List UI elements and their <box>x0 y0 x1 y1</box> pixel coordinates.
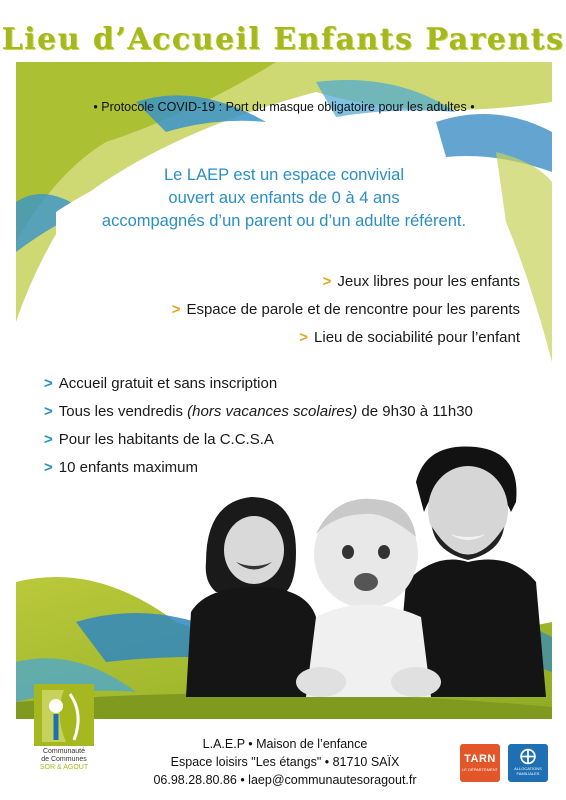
content-frame <box>16 62 552 719</box>
bullet-marker: > <box>299 329 309 346</box>
bullet-marker: > <box>322 273 332 290</box>
intro-text <box>46 164 522 233</box>
contact-footer <box>140 735 430 789</box>
intro-line: ouvert aux enfants de 0 à 4 ans <box>168 189 400 207</box>
bullet-marker: > <box>171 301 181 318</box>
ccsa-logo-mark <box>34 684 94 746</box>
features-list <box>172 268 520 352</box>
woman-face <box>224 516 284 584</box>
bullet-marker: > <box>44 403 53 420</box>
family-photo <box>166 442 546 697</box>
bullet-marker: > <box>44 431 53 448</box>
detail-item: > 10 enfants maximum <box>44 459 198 476</box>
feature-item: > Lieu de sociabilité pour l’enfant <box>299 329 520 346</box>
caf-icon <box>508 744 548 766</box>
covid-notice: • Protocole COVID-19 : Port du masque obligatoire pour les adultes • <box>93 100 475 114</box>
detail-item: > Pour les habitants de la C.C.S.A <box>44 431 274 448</box>
bullet-marker: > <box>44 459 53 476</box>
bullet-marker: > <box>44 375 53 392</box>
feature-item: > Espace de parole et de rencontre pour les parents <box>171 301 520 318</box>
footer-line: L.A.E.P • Maison de l’enfance <box>202 737 368 751</box>
detail-item: > Tous les vendredis (hors vacances scolaires) de 9h30 à 11h30 <box>44 403 473 420</box>
poster-title: Lieu d’Accueil Enfants Parents <box>1 22 565 57</box>
ccsa-logo <box>30 684 98 784</box>
feature-item: > Jeux libres pour les enfants <box>322 273 520 290</box>
footer-contact: 06.98.28.80.86 • laep@communautesoragout.fr <box>153 773 417 787</box>
caf-logo: ALLOCATIONS FAMILIALES <box>508 744 548 782</box>
tarn-logo: TARN LE DÉPARTEMENT <box>460 744 500 782</box>
ccsa-logo-text: Communauté de Communes SOR & AGOUT <box>39 748 89 771</box>
intro-line: accompagnés d’un parent ou d’un adulte référent. <box>101 212 467 230</box>
footer-line: Espace loisirs "Les étangs" • 81710 SAÏX <box>170 755 400 769</box>
intro-line: Le LAEP est un espace convivial <box>163 166 404 184</box>
detail-item: > Accueil gratuit et sans inscription <box>44 375 278 392</box>
